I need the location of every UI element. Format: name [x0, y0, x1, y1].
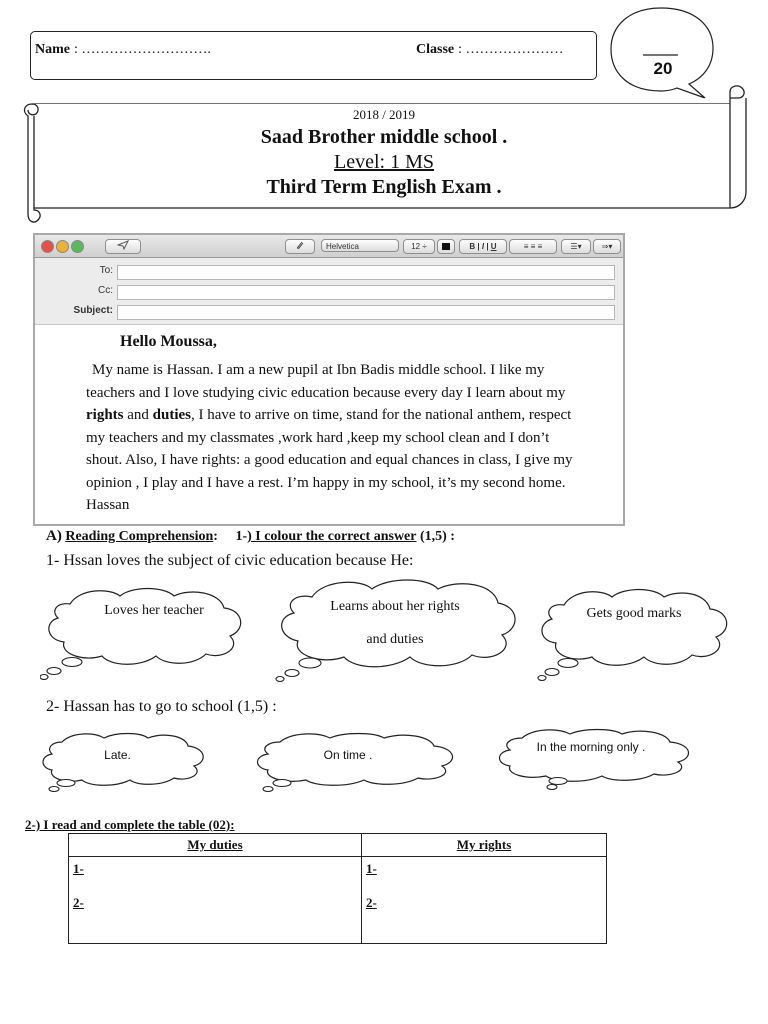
- duty-row-2: 2-: [73, 895, 84, 910]
- font-size-select[interactable]: [403, 239, 435, 254]
- answer-cloud-2[interactable]: [272, 575, 522, 685]
- column-header-rights: My rights: [362, 834, 607, 857]
- letter-greeting: Hello Moussa,: [120, 333, 217, 350]
- minimize-window-icon[interactable]: [56, 240, 69, 253]
- send-icon: [117, 240, 129, 250]
- question-2: 2- Hassan has to go to school (1,5) :: [46, 698, 277, 715]
- paperclip-icon: [295, 240, 305, 250]
- align-left-icon[interactable]: ≡: [523, 242, 529, 251]
- duties-cell[interactable]: [69, 857, 362, 944]
- send-button[interactable]: [105, 239, 141, 254]
- answer-cloud-6[interactable]: [494, 726, 700, 792]
- close-window-icon[interactable]: [41, 240, 54, 253]
- word-and: and: [123, 407, 153, 423]
- cc-input[interactable]: [117, 285, 615, 300]
- level: Level: 1 MS: [334, 151, 434, 173]
- q1-option-3: Gets good marks: [586, 606, 682, 621]
- classe-dots: : …………………: [458, 42, 564, 57]
- mail-toolbar: [35, 235, 623, 258]
- bold-button[interactable]: B: [469, 242, 476, 251]
- score-total: 20: [653, 59, 673, 78]
- indent-button[interactable]: [593, 239, 621, 254]
- question-1: 1- Hssan loves the subject of civic education because He:: [46, 552, 414, 569]
- zoom-window-icon[interactable]: [71, 240, 84, 253]
- column-header-duties: My duties: [69, 834, 362, 857]
- to-label: To:: [99, 265, 113, 276]
- school-name: Saad Brother middle school .: [260, 126, 508, 148]
- letter-text-2: , I have to arrive on time, stand for the national anthem, respect my teachers and my classmates ,work hard ,keep my school clean and I don’t shout. Also, I have rights: a good education and equal chances in class, I give my opinion , I play and I have a rest. I’m happy in my school, it’s my second home. Hassan: [86, 407, 573, 513]
- color-swatch-icon: [442, 243, 450, 250]
- q2-option-1: Late.: [104, 748, 131, 762]
- task-points: (1,5) :: [419, 529, 455, 544]
- q1-option-2-line-2: and duties: [366, 632, 424, 647]
- format-style-group[interactable]: B | I | U: [459, 239, 507, 254]
- name-dots: : ……………………….: [74, 42, 211, 57]
- q2-option-2: On time .: [323, 748, 373, 762]
- word-duties: duties: [152, 407, 192, 423]
- list-icon: ☰▾: [570, 242, 582, 251]
- exam-title: Third Term English Exam .: [266, 176, 502, 198]
- align-group[interactable]: [509, 239, 557, 254]
- section-a-title: Reading Comprehension: [65, 529, 214, 544]
- q2-option-3: In the morning only .: [536, 740, 646, 754]
- section-2-heading: 2-) I read and complete the table (02):: [25, 817, 235, 832]
- mail-header-fields: [35, 258, 623, 325]
- list-button[interactable]: [561, 239, 591, 254]
- underline-button[interactable]: U: [490, 242, 497, 251]
- align-center-icon[interactable]: ≡: [530, 242, 536, 251]
- right-row-1: 1-: [366, 861, 377, 876]
- duties-rights-table: [68, 833, 607, 944]
- attach-button[interactable]: [285, 239, 315, 254]
- q1-option-2-line-1: Learns about her rights: [330, 599, 460, 614]
- word-rights: rights: [86, 407, 124, 423]
- classe-field[interactable]: [416, 40, 564, 58]
- school-year: 2018 / 2019: [352, 107, 416, 122]
- align-right-icon[interactable]: ≡: [537, 242, 543, 251]
- name-label: Name: [35, 42, 70, 57]
- italic-button[interactable]: I: [481, 242, 485, 251]
- subject-input[interactable]: [117, 305, 615, 320]
- to-input[interactable]: [117, 265, 615, 280]
- duty-row-1: 1-: [73, 861, 84, 876]
- answer-cloud-3[interactable]: [534, 585, 734, 681]
- letter-text-1: My name is Hassan. I am a new pupil at Ibn Badis middle school. I like my teachers and I love studying civic education because every day I learn about my: [86, 362, 566, 401]
- task-number: 1-: [235, 529, 248, 544]
- task-instruction: ) I colour the correct answer: [247, 529, 417, 544]
- student-info-box: [30, 31, 597, 80]
- letter-body[interactable]: [86, 359, 586, 517]
- answer-cloud-5[interactable]: [252, 730, 466, 794]
- indent-icon: ⇒▾: [601, 242, 613, 251]
- answer-cloud-4[interactable]: [38, 730, 210, 794]
- section-a-letter: A): [46, 528, 62, 544]
- subject-label: Subject:: [73, 305, 113, 316]
- rights-cell[interactable]: [362, 857, 607, 944]
- section-a-heading: [46, 528, 455, 545]
- font-name: Helvetica: [326, 242, 359, 251]
- right-row-2: 2-: [366, 895, 377, 910]
- classe-label: Classe: [416, 42, 455, 57]
- font-size-value: 12 ÷: [411, 242, 427, 251]
- text-color-button[interactable]: [437, 239, 455, 254]
- cc-label: Cc:: [98, 285, 113, 296]
- section-a-colon: :: [213, 529, 218, 544]
- name-field[interactable]: [35, 40, 211, 58]
- q1-option-1: Loves her teacher: [104, 603, 204, 618]
- answer-cloud-1[interactable]: [40, 584, 250, 680]
- mail-window: [33, 233, 625, 526]
- font-select[interactable]: [321, 239, 399, 252]
